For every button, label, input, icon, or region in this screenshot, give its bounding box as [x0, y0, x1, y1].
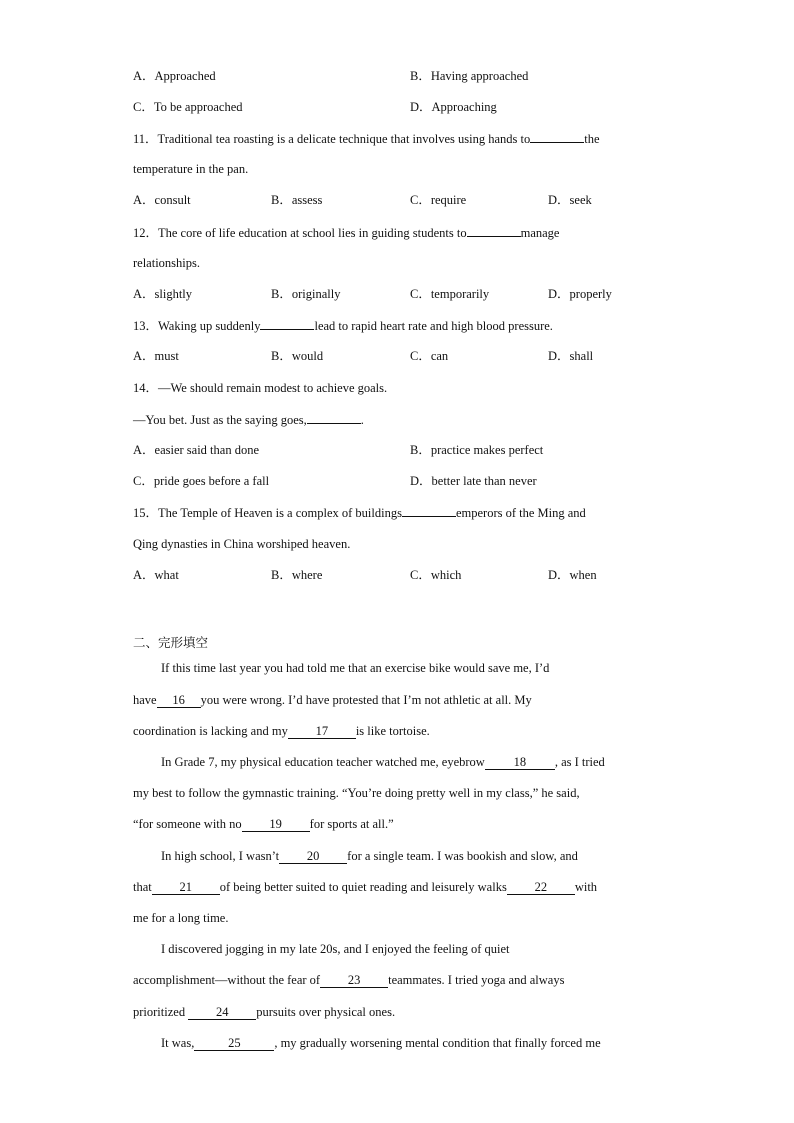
p3-text: with [574, 880, 598, 894]
q15-blank[interactable] [402, 504, 456, 517]
q13-blank[interactable] [260, 317, 314, 330]
q12-stem-line2: relationships. [133, 256, 201, 270]
p3-text: for a single team. I was bookish and slow, and [347, 849, 578, 863]
p5-line1 [161, 1035, 681, 1051]
q10-option-b[interactable]: B．Having approached [410, 69, 529, 83]
q13-option-b[interactable]: B．would [271, 349, 324, 363]
q11-stem-after: the [584, 132, 600, 146]
q13-stem-line1 [133, 317, 553, 334]
q12-option-a[interactable]: A．slightly [133, 287, 193, 301]
q15-option-b[interactable]: B．where [271, 568, 323, 582]
q11-option-c[interactable]: C．require [410, 193, 467, 207]
p1-text: have [133, 693, 157, 707]
p2-line1 [161, 754, 681, 770]
q14-blank[interactable] [307, 411, 361, 424]
q14-option-c[interactable]: C．pride goes before a fall [133, 474, 270, 488]
q13-stem-after: lead to rapid heart rate and high blood pressure. [314, 319, 553, 333]
blank-17[interactable]: 17 [288, 724, 356, 739]
q12-stem-line1 [133, 224, 559, 241]
blank-16[interactable]: 16 [157, 693, 201, 708]
q12-stem-after: manage [520, 226, 560, 240]
q14-stem-line2 [133, 411, 364, 428]
q15-option-a[interactable]: A．what [133, 568, 179, 582]
q11-stem-line1 [133, 130, 600, 147]
p2-text: , as I tried [554, 755, 605, 769]
q14-option-a[interactable]: A．easier said than done [133, 443, 260, 457]
p5-text: It was, [161, 1036, 195, 1050]
q15-stem-line2: Qing dynasties in China worshiped heaven. [133, 537, 351, 551]
q11-option-d[interactable]: D．seek [548, 193, 592, 207]
q13-option-c[interactable]: C．can [410, 349, 449, 363]
p4-line3 [133, 1004, 653, 1020]
p2-line3 [133, 816, 653, 832]
p4-text: prioritized [133, 1005, 186, 1019]
p2-text: for sports at all.” [309, 817, 394, 831]
blank-18[interactable]: 18 [485, 755, 555, 770]
q15-stem-text: 15．The Temple of Heaven is a complex of buildings [133, 506, 402, 520]
blank-19[interactable]: 19 [242, 817, 310, 832]
blank-22[interactable]: 22 [507, 880, 575, 895]
q11-option-a[interactable]: A．consult [133, 193, 191, 207]
p2-line2: my best to follow the gymnastic training. “You’re doing pretty well in my class,” he said, [133, 786, 580, 800]
q15-option-c[interactable]: C．which [410, 568, 462, 582]
blank-20[interactable]: 20 [279, 849, 347, 864]
q13-option-a[interactable]: A．must [133, 349, 179, 363]
p1-line1: If this time last year you had told me that an exercise bike would save me, I’d [161, 661, 550, 675]
q10-option-c[interactable]: C．To be approached [133, 100, 243, 114]
q15-option-d[interactable]: D．when [548, 568, 597, 582]
q15-stem-after: emperors of the Ming and [455, 506, 586, 520]
p3-text: that [133, 880, 152, 894]
p2-text: In Grade 7, my physical education teacher watched me, eyebrow [161, 755, 485, 769]
q10-option-d[interactable]: D．Approaching [410, 100, 497, 114]
blank-24[interactable]: 24 [188, 1005, 256, 1020]
p4-text: teammates. I tried yoga and always [388, 973, 565, 987]
q13-option-d[interactable]: D．shall [548, 349, 594, 363]
p1-line3 [133, 723, 653, 739]
p4-text: pursuits over physical ones. [256, 1005, 396, 1019]
q12-option-b[interactable]: B．originally [271, 287, 341, 301]
q10-option-a[interactable]: A．Approached [133, 69, 216, 83]
q11-blank[interactable] [530, 130, 584, 143]
q14-stem-text: —You bet. Just as the saying goes, [133, 413, 307, 427]
q12-blank[interactable] [467, 224, 521, 237]
q14-stem-after: . [360, 413, 364, 427]
q13-stem-text: 13．Waking up suddenly [133, 319, 261, 333]
p3-line2 [133, 879, 653, 895]
q11-stem-text: 11．Traditional tea roasting is a delicate technique that involves using hands to [133, 132, 531, 146]
section-heading: 二、完形填空 [133, 635, 209, 650]
p1-text: is like tortoise. [355, 724, 430, 738]
q14-option-d[interactable]: D．better late than never [410, 474, 537, 488]
p3-text: In high school, I wasn’t [161, 849, 280, 863]
blank-25[interactable]: 25 [194, 1036, 274, 1051]
p3-line3: me for a long time. [133, 911, 229, 925]
p3-text: of being better suited to quiet reading and leisurely walks [219, 880, 507, 894]
p4-line2 [133, 972, 653, 988]
q15-stem-line1 [133, 504, 586, 521]
q12-option-d[interactable]: D．properly [548, 287, 612, 301]
p5-text: , my gradually worsening mental condition that finally forced me [274, 1036, 601, 1050]
q11-stem-line2: temperature in the pan. [133, 162, 249, 176]
p1-line2 [133, 692, 653, 708]
p1-text: you were wrong. I’d have protested that I’m not athletic at all. My [200, 693, 532, 707]
q14-stem-line1: 14．—We should remain modest to achieve goals. [133, 381, 388, 395]
q12-stem-text: 12．The core of life education at school lies in guiding students to [133, 226, 467, 240]
blank-23[interactable]: 23 [320, 973, 388, 988]
q14-option-b[interactable]: B．practice makes perfect [410, 443, 544, 457]
p4-line1: I discovered jogging in my late 20s, and I enjoyed the feeling of quiet [161, 942, 510, 956]
p4-text: accomplishment—without the fear of [133, 973, 321, 987]
p2-text: “for someone with no [133, 817, 242, 831]
p3-line1 [161, 848, 681, 864]
q11-option-b[interactable]: B．assess [271, 193, 323, 207]
p1-text: coordination is lacking and my [133, 724, 288, 738]
q12-option-c[interactable]: C．temporarily [410, 287, 490, 301]
blank-21[interactable]: 21 [152, 880, 220, 895]
